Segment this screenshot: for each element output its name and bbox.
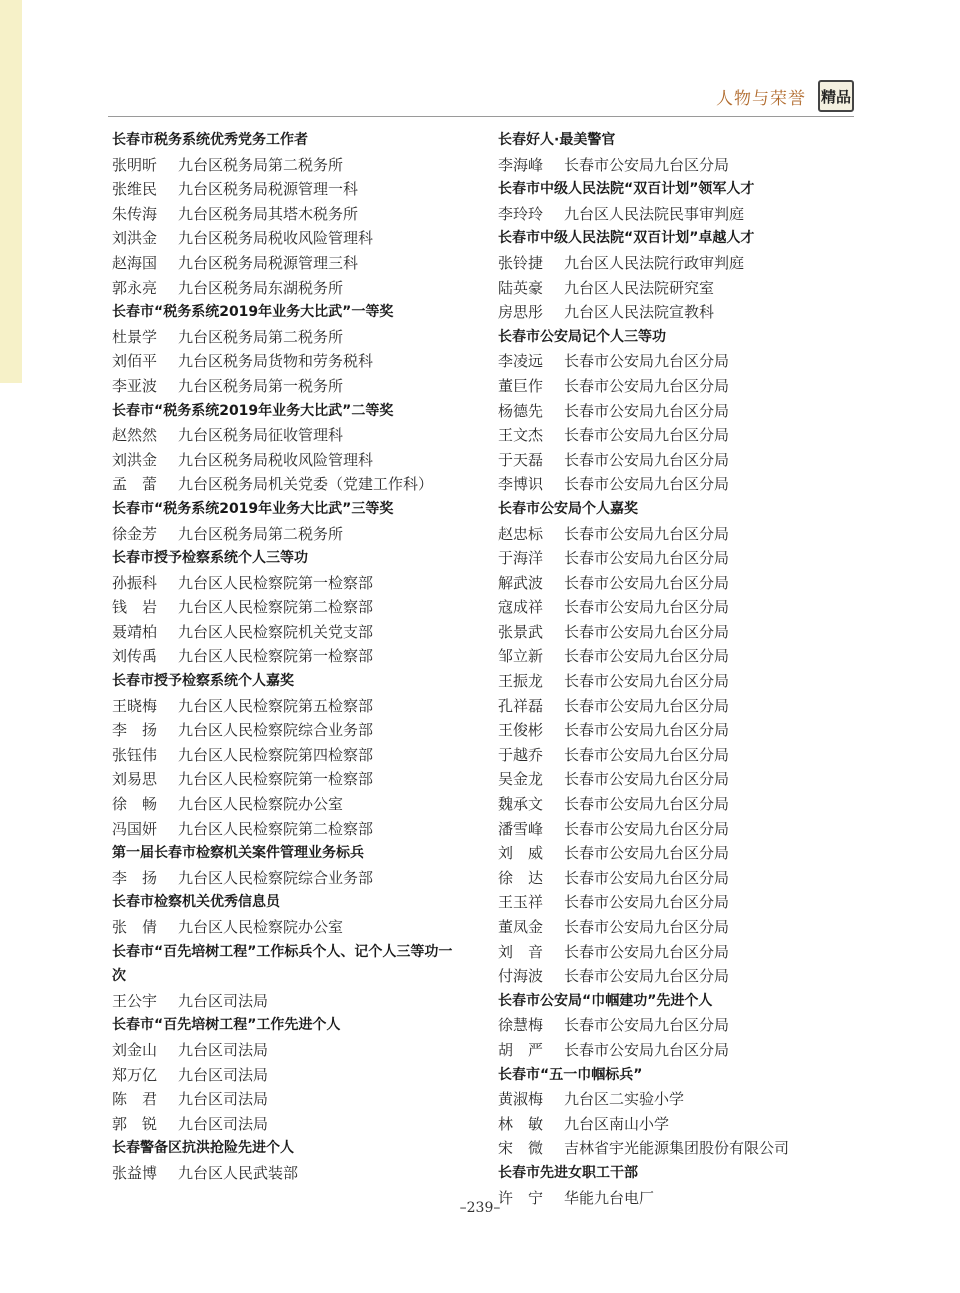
recipient-entry bbox=[112, 325, 472, 350]
recipient-unit: 九台区人民法院行政审判庭 bbox=[564, 253, 745, 272]
recipient-unit: 九台区司法局 bbox=[178, 1040, 269, 1059]
recipient-entry bbox=[112, 153, 472, 178]
recipient-unit: 九台区人民检察院第一检察部 bbox=[178, 770, 374, 789]
recipient-name: 李亚波 bbox=[112, 376, 158, 395]
recipient-name: 刘佰平 bbox=[112, 352, 158, 371]
recipient-unit: 吉林省宇光能源集团股份有限公司 bbox=[564, 1139, 790, 1158]
recipient-unit: 九台区税务局税源管理三科 bbox=[178, 253, 359, 272]
recipient-name: 王晓梅 bbox=[112, 696, 158, 715]
recipient-entry bbox=[112, 374, 472, 399]
recipient-unit: 九台区人民法院民事审判庭 bbox=[564, 204, 745, 223]
award-heading: 长春市“税务系统2019年业务大比武”二等奖 bbox=[112, 402, 394, 419]
recipient-entry bbox=[112, 1063, 472, 1088]
recipient-entry bbox=[112, 1087, 472, 1112]
recipient-unit: 长春市公安局九台区分局 bbox=[564, 352, 730, 371]
recipient-entry bbox=[498, 890, 858, 915]
recipient-name: 李博识 bbox=[498, 475, 544, 494]
recipient-entry bbox=[112, 472, 472, 497]
recipient-name: 张铃捷 bbox=[498, 253, 544, 272]
recipient-unit: 长春市公安局九台区分局 bbox=[564, 745, 730, 764]
recipient-unit: 长春市公安局九台区分局 bbox=[564, 573, 730, 592]
recipient-entry bbox=[498, 276, 858, 301]
recipient-name: 朱传海 bbox=[112, 204, 158, 223]
recipient-entry bbox=[112, 522, 472, 547]
recipient-entry bbox=[498, 571, 858, 596]
recipient-name: 郭永亮 bbox=[112, 278, 158, 297]
recipient-unit: 长春市公安局九台区分局 bbox=[564, 918, 730, 936]
recipient-name: 于越乔 bbox=[498, 745, 544, 764]
recipient-unit: 九台区人民检察院综合业务部 bbox=[178, 721, 374, 740]
recipient-name: 于海洋 bbox=[498, 549, 544, 568]
recipient-unit: 长春市公安局九台区分局 bbox=[564, 1040, 730, 1059]
recipient-unit: 长春市公安局九台区分局 bbox=[564, 450, 730, 469]
recipient-name: 张钰伟 bbox=[112, 745, 158, 764]
award-heading: 长春市税务系统优秀党务工作者 bbox=[112, 132, 308, 148]
left-column bbox=[112, 128, 472, 1186]
recipient-unit: 九台区税务局第二税务所 bbox=[178, 327, 344, 346]
recipient-name: 张明昕 bbox=[112, 155, 158, 174]
recipient-entry bbox=[498, 349, 858, 374]
recipient-unit: 长春市公安局九台区分局 bbox=[564, 770, 730, 789]
recipient-unit: 长春市公安局九台区分局 bbox=[564, 844, 730, 863]
recipient-unit: 长春市公安局九台区分局 bbox=[564, 696, 730, 715]
recipient-unit: 长春市公安局九台区分局 bbox=[564, 1016, 730, 1035]
recipient-unit: 九台区税务局第一税务所 bbox=[178, 376, 344, 395]
recipient-unit: 长春市公安局九台区分局 bbox=[564, 967, 730, 986]
recipient-entry bbox=[112, 1038, 472, 1063]
recipient-unit: 长春市公安局九台区分局 bbox=[564, 868, 730, 887]
recipient-entry bbox=[498, 694, 858, 719]
recipient-name: 吴金龙 bbox=[498, 770, 544, 789]
recipient-unit: 九台区人民检察院第一检察部 bbox=[178, 647, 374, 666]
recipient-name: 潘雪峰 bbox=[498, 819, 544, 838]
recipient-name: 徐 达 bbox=[498, 868, 544, 887]
recipient-name: 李玲玲 bbox=[498, 204, 544, 223]
recipient-unit: 九台区税务局第二税务所 bbox=[178, 524, 344, 543]
recipient-name: 刘易思 bbox=[112, 770, 158, 789]
recipient-name: 郭 锐 bbox=[112, 1114, 158, 1133]
recipient-unit: 九台区税务局税源管理一科 bbox=[178, 180, 359, 199]
recipient-name: 王振龙 bbox=[498, 672, 544, 691]
recipient-name: 陆英豪 bbox=[498, 278, 544, 297]
recipient-unit: 九台区税务局税收风险管理科 bbox=[178, 229, 374, 248]
recipient-name: 许 宁 bbox=[498, 1188, 544, 1207]
recipient-entry bbox=[498, 841, 858, 866]
recipient-entry bbox=[498, 817, 858, 842]
recipient-unit: 华能九台电厂 bbox=[564, 1188, 655, 1207]
recipient-name: 董凤金 bbox=[498, 918, 544, 936]
recipient-unit: 长春市公安局九台区分局 bbox=[564, 475, 730, 494]
recipient-unit: 九台区司法局 bbox=[178, 1090, 269, 1109]
recipient-name: 李 扬 bbox=[112, 868, 158, 887]
recipient-entry bbox=[112, 226, 472, 251]
recipient-name: 解武波 bbox=[498, 573, 544, 592]
recipient-unit: 九台区人民检察院第二检察部 bbox=[178, 819, 374, 838]
recipient-name: 李海峰 bbox=[498, 155, 544, 174]
award-heading: 长春市“税务系统2019年业务大比武”一等奖 bbox=[112, 304, 394, 321]
recipient-entry bbox=[112, 251, 472, 276]
award-heading: 长春市公安局记个人三等功 bbox=[498, 328, 666, 345]
recipient-entry bbox=[498, 399, 858, 424]
recipient-name: 杜景学 bbox=[112, 327, 158, 346]
recipient-entry bbox=[112, 177, 472, 202]
recipient-entry bbox=[112, 989, 472, 1014]
recipient-entry bbox=[112, 792, 472, 817]
page-number: –239– bbox=[459, 1200, 501, 1216]
recipient-entry bbox=[498, 1136, 858, 1161]
recipient-name: 王俊彬 bbox=[498, 721, 544, 740]
recipient-entry bbox=[498, 595, 858, 620]
recipient-entry bbox=[498, 792, 858, 817]
recipient-entry bbox=[112, 1112, 472, 1137]
recipient-name: 聂靖柏 bbox=[112, 622, 158, 641]
recipient-name: 刘传禹 bbox=[112, 647, 158, 666]
recipient-name: 黄淑梅 bbox=[498, 1090, 544, 1109]
recipient-unit: 九台区人民检察院第五检察部 bbox=[178, 696, 374, 715]
recipient-entry bbox=[498, 718, 858, 743]
recipient-name: 于天磊 bbox=[498, 450, 544, 469]
recipient-unit: 长春市公安局九台区分局 bbox=[564, 155, 730, 174]
recipient-entry bbox=[498, 915, 858, 940]
recipient-entry bbox=[498, 1013, 858, 1038]
recipient-entry bbox=[112, 767, 472, 792]
recipient-name: 孔祥磊 bbox=[498, 696, 544, 715]
recipient-entry bbox=[498, 1038, 858, 1063]
recipient-entry bbox=[112, 644, 472, 669]
recipient-name: 郑万亿 bbox=[112, 1065, 158, 1084]
recipient-entry bbox=[498, 153, 858, 178]
recipient-entry bbox=[112, 595, 472, 620]
award-heading: 长春市“百先培树工程”工作先进个人 bbox=[112, 1017, 341, 1034]
recipient-entry bbox=[112, 718, 472, 743]
recipient-unit: 长春市公安局九台区分局 bbox=[564, 376, 730, 395]
recipient-entry bbox=[498, 251, 858, 276]
recipient-unit: 九台区人民检察院办公室 bbox=[178, 918, 344, 936]
recipient-unit: 九台区二实验小学 bbox=[564, 1090, 685, 1109]
recipient-name: 刘洪金 bbox=[112, 450, 158, 469]
recipient-unit: 长春市公安局九台区分局 bbox=[564, 598, 730, 617]
right-column bbox=[498, 128, 858, 1210]
award-heading: 长春市中级人民法院“双百计划”领军人才 bbox=[498, 181, 755, 198]
recipient-unit: 长春市公安局九台区分局 bbox=[564, 426, 730, 445]
header-divider bbox=[108, 116, 854, 117]
recipient-entry bbox=[498, 767, 858, 792]
recipient-entry bbox=[498, 374, 858, 399]
recipient-entry bbox=[498, 620, 858, 645]
recipient-name: 刘金山 bbox=[112, 1040, 158, 1059]
recipient-name: 邹立新 bbox=[498, 647, 544, 666]
recipient-unit: 九台区人民法院研究室 bbox=[564, 278, 715, 297]
recipient-entry bbox=[112, 866, 472, 891]
recipient-entry bbox=[498, 522, 858, 547]
recipient-name: 林 敏 bbox=[498, 1114, 544, 1133]
recipient-unit: 长春市公安局九台区分局 bbox=[564, 721, 730, 740]
logo: 精品 bbox=[818, 80, 854, 112]
recipient-entry bbox=[112, 694, 472, 719]
recipient-unit: 长春市公安局九台区分局 bbox=[564, 672, 730, 691]
recipient-unit: 九台区人民武装部 bbox=[178, 1163, 299, 1182]
award-heading: 长春警备区抗洪抢险先进个人 bbox=[112, 1140, 294, 1157]
award-heading: 长春好人·最美警官 bbox=[498, 132, 616, 148]
recipient-unit: 九台区司法局 bbox=[178, 1114, 269, 1133]
recipient-entry bbox=[498, 743, 858, 768]
recipient-entry bbox=[112, 276, 472, 301]
recipient-entry bbox=[112, 620, 472, 645]
recipient-entry bbox=[498, 202, 858, 227]
recipient-name: 张 倩 bbox=[112, 918, 158, 936]
recipient-unit: 九台区司法局 bbox=[178, 1065, 269, 1084]
award-heading: 长春市“百先培树工程”工作标兵个人、记个人三等功一次 bbox=[112, 943, 453, 985]
recipient-name: 徐金芳 bbox=[112, 524, 158, 543]
award-heading: 长春市公安局个人嘉奖 bbox=[498, 500, 638, 517]
recipient-entry bbox=[112, 1161, 472, 1186]
recipient-entry bbox=[112, 349, 472, 374]
recipient-name: 李 扬 bbox=[112, 721, 158, 740]
recipient-name: 孙振科 bbox=[112, 573, 158, 592]
award-heading: 长春市“五一巾帼标兵” bbox=[498, 1066, 643, 1083]
recipient-entry bbox=[498, 423, 858, 448]
recipient-name: 赵然然 bbox=[112, 426, 158, 445]
recipient-entry bbox=[498, 448, 858, 473]
recipient-name: 赵忠标 bbox=[498, 524, 544, 543]
recipient-unit: 九台区人民法院宣教科 bbox=[564, 303, 715, 322]
recipient-unit: 长春市公安局九台区分局 bbox=[564, 549, 730, 568]
recipient-name: 张维民 bbox=[112, 180, 158, 199]
recipient-unit: 九台区税务局第二税务所 bbox=[178, 155, 344, 174]
recipient-name: 王公宇 bbox=[112, 991, 158, 1010]
section-title: 人物与荣誉 bbox=[716, 88, 806, 109]
recipient-entry bbox=[498, 644, 858, 669]
recipient-unit: 九台区人民检察院办公室 bbox=[178, 795, 344, 814]
recipient-unit: 九台区人民检察院机关党支部 bbox=[178, 622, 374, 641]
recipient-unit: 九台区司法局 bbox=[178, 991, 269, 1010]
recipient-unit: 九台区人民检察院第四检察部 bbox=[178, 745, 374, 764]
recipient-name: 张景武 bbox=[498, 622, 544, 641]
recipient-unit: 九台区人民检察院第二检察部 bbox=[178, 598, 374, 617]
recipient-unit: 长春市公安局九台区分局 bbox=[564, 819, 730, 838]
recipient-name: 张益博 bbox=[112, 1163, 158, 1182]
recipient-name: 李凌远 bbox=[498, 352, 544, 371]
recipient-unit: 长春市公安局九台区分局 bbox=[564, 647, 730, 666]
recipient-name: 杨德先 bbox=[498, 401, 544, 420]
recipient-name: 房思彤 bbox=[498, 303, 544, 322]
recipient-unit: 长春市公安局九台区分局 bbox=[564, 622, 730, 641]
side-color-strip bbox=[0, 0, 22, 383]
recipient-name: 刘洪金 bbox=[112, 229, 158, 248]
recipient-entry bbox=[498, 940, 858, 965]
recipient-unit: 九台区税务局机关党委（党建工作科） bbox=[178, 475, 434, 494]
recipient-entry bbox=[498, 1112, 858, 1137]
recipient-name: 孟 蕾 bbox=[112, 475, 158, 494]
recipient-name: 董巨作 bbox=[498, 376, 544, 395]
recipient-unit: 九台区税务局税收风险管理科 bbox=[178, 450, 374, 469]
recipient-entry bbox=[498, 964, 858, 989]
recipient-name: 钱 岩 bbox=[112, 598, 158, 617]
recipient-name: 冯国妍 bbox=[112, 819, 158, 838]
award-heading: 长春市授予检察系统个人三等功 bbox=[112, 550, 308, 567]
award-heading: 长春市先进女职工干部 bbox=[498, 1164, 638, 1181]
recipient-unit: 长春市公安局九台区分局 bbox=[564, 401, 730, 420]
recipient-entry bbox=[498, 546, 858, 571]
award-heading: 长春市检察机关优秀信息员 bbox=[112, 894, 280, 911]
recipient-unit: 九台区人民检察院第一检察部 bbox=[178, 573, 374, 592]
recipient-unit: 长春市公安局九台区分局 bbox=[564, 524, 730, 543]
recipient-name: 徐慧梅 bbox=[498, 1016, 544, 1035]
page-header bbox=[716, 80, 854, 112]
recipient-name: 刘 威 bbox=[498, 844, 544, 863]
recipient-unit: 九台区南山小学 bbox=[564, 1114, 670, 1133]
recipient-entry bbox=[498, 300, 858, 325]
recipient-name: 付海波 bbox=[498, 967, 544, 986]
recipient-unit: 九台区人民检察院综合业务部 bbox=[178, 868, 374, 887]
recipient-entry bbox=[498, 866, 858, 891]
recipient-name: 王玉祥 bbox=[498, 893, 544, 912]
recipient-name: 陈 君 bbox=[112, 1090, 158, 1109]
recipient-unit: 长春市公安局九台区分局 bbox=[564, 893, 730, 912]
recipient-name: 王文杰 bbox=[498, 426, 544, 445]
recipient-unit: 九台区税务局征收管理科 bbox=[178, 426, 344, 445]
recipient-name: 宋 微 bbox=[498, 1139, 544, 1158]
recipient-entry bbox=[112, 743, 472, 768]
recipient-name: 魏承文 bbox=[498, 795, 544, 814]
recipient-name: 徐 畅 bbox=[112, 795, 158, 814]
award-heading: 长春市“税务系统2019年业务大比武”三等奖 bbox=[112, 500, 394, 517]
recipient-unit: 九台区税务局东湖税务所 bbox=[178, 278, 344, 297]
recipient-unit: 长春市公安局九台区分局 bbox=[564, 942, 730, 961]
recipient-unit: 长春市公安局九台区分局 bbox=[564, 795, 730, 814]
award-heading: 长春市授予检察系统个人嘉奖 bbox=[112, 673, 294, 690]
award-heading: 长春市公安局“巾帼建功”先进个人 bbox=[498, 992, 713, 1009]
award-heading: 第一届长春市检察机关案件管理业务标兵 bbox=[112, 845, 364, 862]
recipient-entry bbox=[498, 472, 858, 497]
recipient-entry bbox=[112, 817, 472, 842]
recipient-unit: 九台区税务局其塔木税务所 bbox=[178, 204, 359, 223]
recipient-entry bbox=[112, 202, 472, 227]
recipient-name: 赵海国 bbox=[112, 253, 158, 272]
award-heading: 长春市中级人民法院“双百计划”卓越人才 bbox=[498, 230, 755, 247]
recipient-entry bbox=[498, 1087, 858, 1112]
recipient-entry bbox=[112, 423, 472, 448]
recipient-name: 刘 音 bbox=[498, 942, 544, 961]
recipient-unit: 九台区税务局货物和劳务税科 bbox=[178, 352, 374, 371]
recipient-entry bbox=[112, 915, 472, 940]
recipient-entry bbox=[498, 669, 858, 694]
recipient-name: 胡 严 bbox=[498, 1040, 544, 1059]
recipient-entry bbox=[112, 571, 472, 596]
recipient-name: 寇成祥 bbox=[498, 598, 544, 617]
recipient-entry bbox=[112, 448, 472, 473]
